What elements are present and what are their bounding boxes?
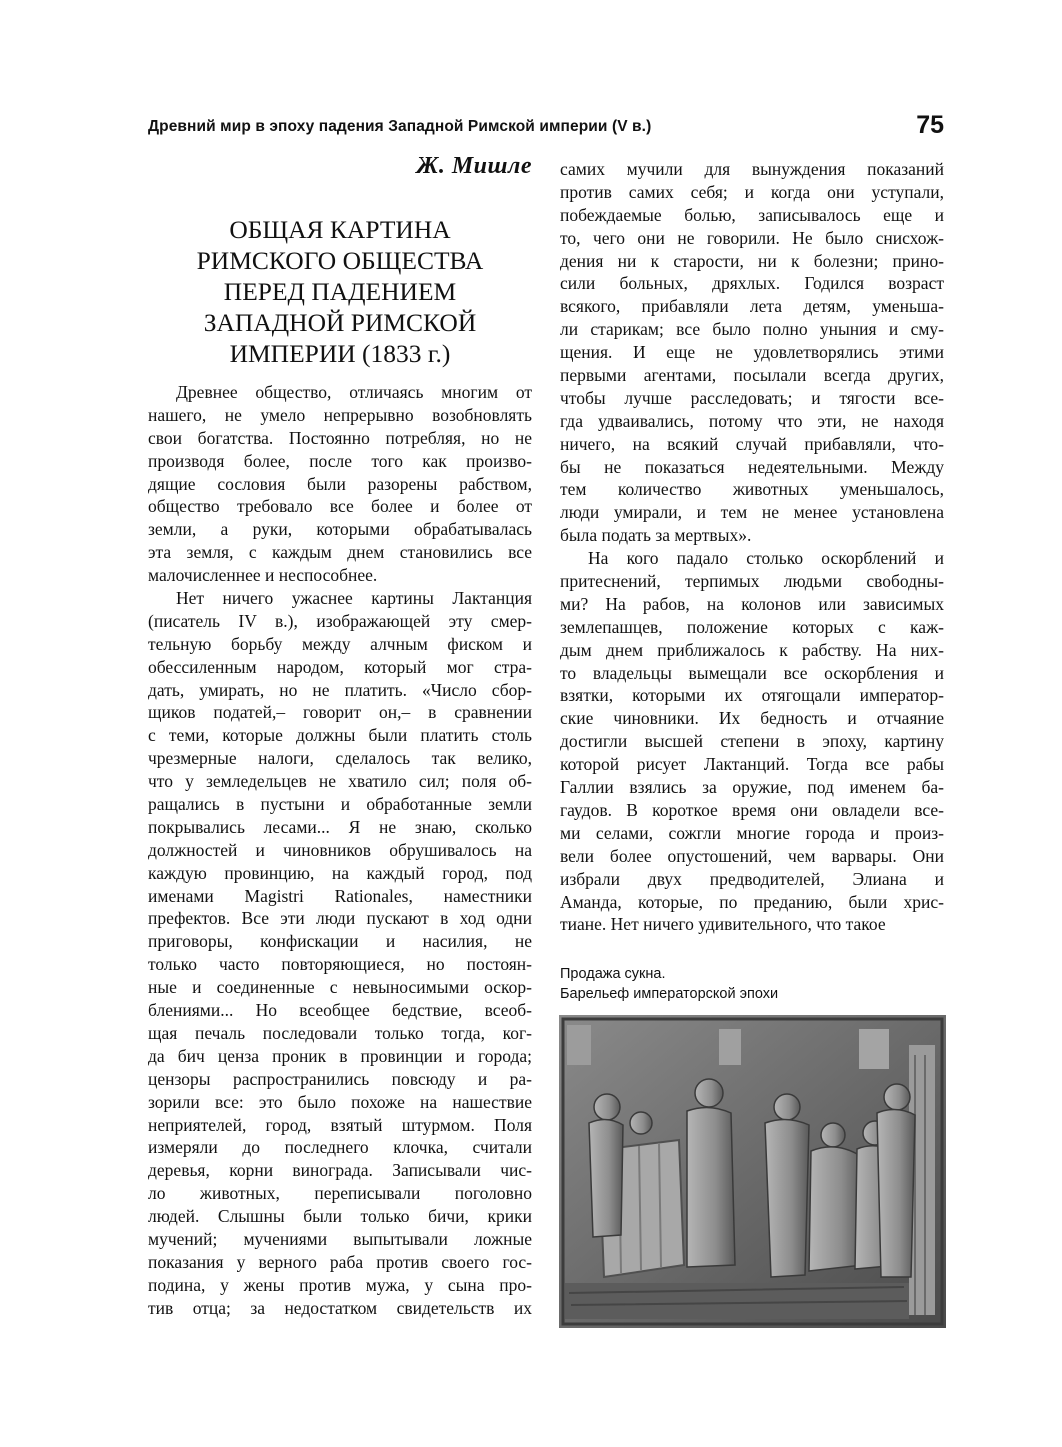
text-line: бы не показаться недеятельными. Между: [560, 456, 944, 477]
article-title: [148, 214, 532, 369]
text-line: да бич ценза проник в провинции и города;: [148, 1045, 532, 1066]
text-line: тельную борьбу между алчным фиском и: [148, 633, 532, 654]
text-line: производя более, после того как произво-: [148, 450, 532, 471]
text-line: щиков податей,– говорит он,– в сравнении: [148, 702, 532, 723]
title-line: ОБЩАЯ КАРТИНА: [229, 215, 451, 244]
text-line: взятки, которыми их отягощали император-: [560, 685, 944, 706]
text-line: покрывались лесами... Я не знаю, сколько: [148, 816, 532, 837]
text-line: которой рисует Лактанций. Тогда все рабы: [560, 754, 944, 775]
right-text-column: [560, 158, 944, 936]
text-line: Нет ничего ужаснее картины Лактанция: [176, 588, 532, 609]
text-line: показания у верного раба против своего гос-: [148, 1251, 532, 1272]
page-number: 75: [916, 111, 944, 139]
text-line: дым днем приближалось к рабству. На них-: [560, 639, 944, 660]
caption-line: Барельеф императорской эпохи: [560, 986, 779, 1002]
text-line: ми? На рабов, на колонов или зависимых: [560, 593, 944, 614]
text-line: именами Magistri Rationales, наместники: [148, 885, 532, 906]
text-line: гда удваивались, потому что эти, не находя: [560, 410, 944, 431]
text-line: с теми, которые должны были платить столь: [148, 725, 532, 746]
text-line: общество требовало все более и более от: [148, 496, 532, 517]
text-line: тем количество животных уменьшалось,: [560, 479, 944, 500]
text-line: ные и соединенные с невыносимыми оскор-: [148, 977, 532, 998]
text-line: против самих себя; и когда они уступали,: [560, 181, 944, 202]
text-line: нашего, не умело непрерывно возобновлять: [148, 404, 532, 425]
text-line: чрезмерные налоги, сделалось так велико,: [148, 748, 532, 769]
text-line: люди умирали, и тем не менее установлена: [560, 502, 944, 523]
text-line: сили больных, дряхлых. Годился возраст: [560, 273, 944, 294]
text-line: притеснений, терпимых людьми свободны-: [560, 571, 944, 592]
text-line: щая печаль последовали только тогда, ког-: [148, 1022, 532, 1043]
running-title: Древний мир в эпоху падения Западной Римской империи (V в.): [148, 118, 652, 135]
title-line: ЗАПАДНОЙ РИМСКОЙ: [203, 308, 477, 337]
text-line: префектов. Все эти люди пускают в ход одни: [148, 908, 532, 929]
text-line: зорили все: это было похоже на нашествие: [148, 1091, 532, 1112]
text-line: блениями... Но всеобщее бедствие, всеоб-: [148, 1000, 532, 1021]
text-line: мучений; мучениями выпытывали ложные: [148, 1228, 532, 1249]
title-line: ИМПЕРИИ (1833 г.): [229, 339, 451, 368]
article-author: Ж. Мишле: [416, 153, 532, 179]
relief-image: [559, 1015, 946, 1328]
text-line: всякого, прибавляли лета детям, уменьша-: [560, 296, 944, 317]
text-line: ло животных, переписывали поголовно: [148, 1183, 532, 1204]
text-line: первыми агентами, посылали всегда других,: [560, 365, 944, 386]
text-line: была подать за мертвых».: [560, 525, 752, 546]
text-line: земли, а руки, которыми обрабатывалась: [148, 519, 532, 540]
text-line: Аманда, которые, по преданию, были хрис-: [560, 891, 944, 912]
text-line: землепашцев, положение которых с каж-: [560, 616, 944, 637]
text-line: эта земля, с каждым днем становились все: [148, 542, 532, 563]
text-line: обессиленным народом, который мог стра-: [148, 656, 532, 677]
text-line: малочисленнее и неспособнее.: [148, 565, 378, 586]
text-line: подина, у жены против мужа, у сына про-: [148, 1274, 532, 1295]
text-line: измеряли до последнего клочка, считали: [148, 1137, 532, 1158]
text-line: тив отца; за недостатком свидетельств их: [148, 1297, 532, 1318]
text-line: деревья, корни винограда. Записывали чис-: [148, 1160, 532, 1181]
text-line: вели более опустошений, чем варвары. Они: [560, 845, 944, 866]
text-line: избрали двух предводителей, Элиана и: [560, 868, 944, 889]
text-line: гаудов. В короткое время они овладели все-: [560, 799, 944, 820]
text-line: то, чего они не говорили. Не было снисхож-: [560, 227, 944, 248]
figure-caption: [560, 964, 940, 1004]
title-line: ПЕРЕД ПАДЕНИЕМ: [223, 277, 457, 306]
text-line: дения ни к старости, ни к болезни; прино-: [560, 250, 944, 271]
text-line: то владельцы вымещали все оскорбления и: [560, 662, 944, 683]
relief-illustration: [559, 1015, 946, 1328]
text-line: ничего, на всякий случай прибавляли, что-: [560, 433, 944, 454]
text-line: ские чиновники. Их бедность и отчаяние: [560, 708, 944, 729]
text-line: самих мучили для вынуждения показаний: [560, 159, 944, 179]
text-line: ми селами, сожгли многие города и произ-: [560, 822, 944, 843]
text-line: цензоры распространились повсюду и ра-: [148, 1068, 532, 1089]
text-line: должностей и чиновников обрушивалось на: [148, 839, 532, 860]
text-line: свои богатства. Постоянно потребляя, но не: [148, 427, 532, 448]
caption-line: Продажа сукна.: [560, 966, 666, 982]
left-text-column: [148, 381, 532, 1320]
text-line: только часто повторяющиеся, но постоян-: [148, 954, 532, 975]
text-line: дящие сословия были разорены рабством,: [148, 473, 532, 494]
text-line: каждую провинцию, на каждый город, под: [148, 862, 532, 883]
text-line: чтобы лучше расследовать; и тягости все-: [560, 387, 944, 408]
text-line: приговоры, конфискации и насилия, не: [148, 931, 532, 952]
text-line: побеждаемые болью, записывалось еще и: [560, 204, 944, 225]
text-line: ли старикам; все было полно уныния и сму-: [560, 319, 944, 340]
text-line: На кого падало столько оскорблений и: [588, 548, 944, 569]
text-line: достигли высшей степени в эпоху, картину: [560, 731, 944, 752]
text-line: щения. И еще не удовлетворялись этими: [560, 342, 944, 363]
text-line: что у земледельцев не хватило сил; поля об-: [148, 771, 532, 792]
text-line: ращались в пустыни и обработанные земли: [148, 794, 532, 815]
text-line: людей. Слышны были только бичи, крики: [148, 1206, 532, 1227]
text-line: неприятелей, город, взятый штурмом. Поля: [148, 1114, 532, 1135]
text-line: Галлии взялись за оружие, под именем ба-: [560, 777, 944, 798]
title-line: РИМСКОГО ОБЩЕСТВА: [196, 246, 484, 275]
text-line: (писатель IV в.), изображающей эту смер-: [148, 610, 532, 631]
text-line: дать, умирать, но не платить. «Число сбор-: [148, 679, 532, 700]
running-head: [148, 111, 944, 146]
text-line: тиане. Нет ничего удивительного, что такое: [560, 914, 886, 935]
text-line: Древнее общество, отличаясь многим от: [176, 382, 532, 402]
